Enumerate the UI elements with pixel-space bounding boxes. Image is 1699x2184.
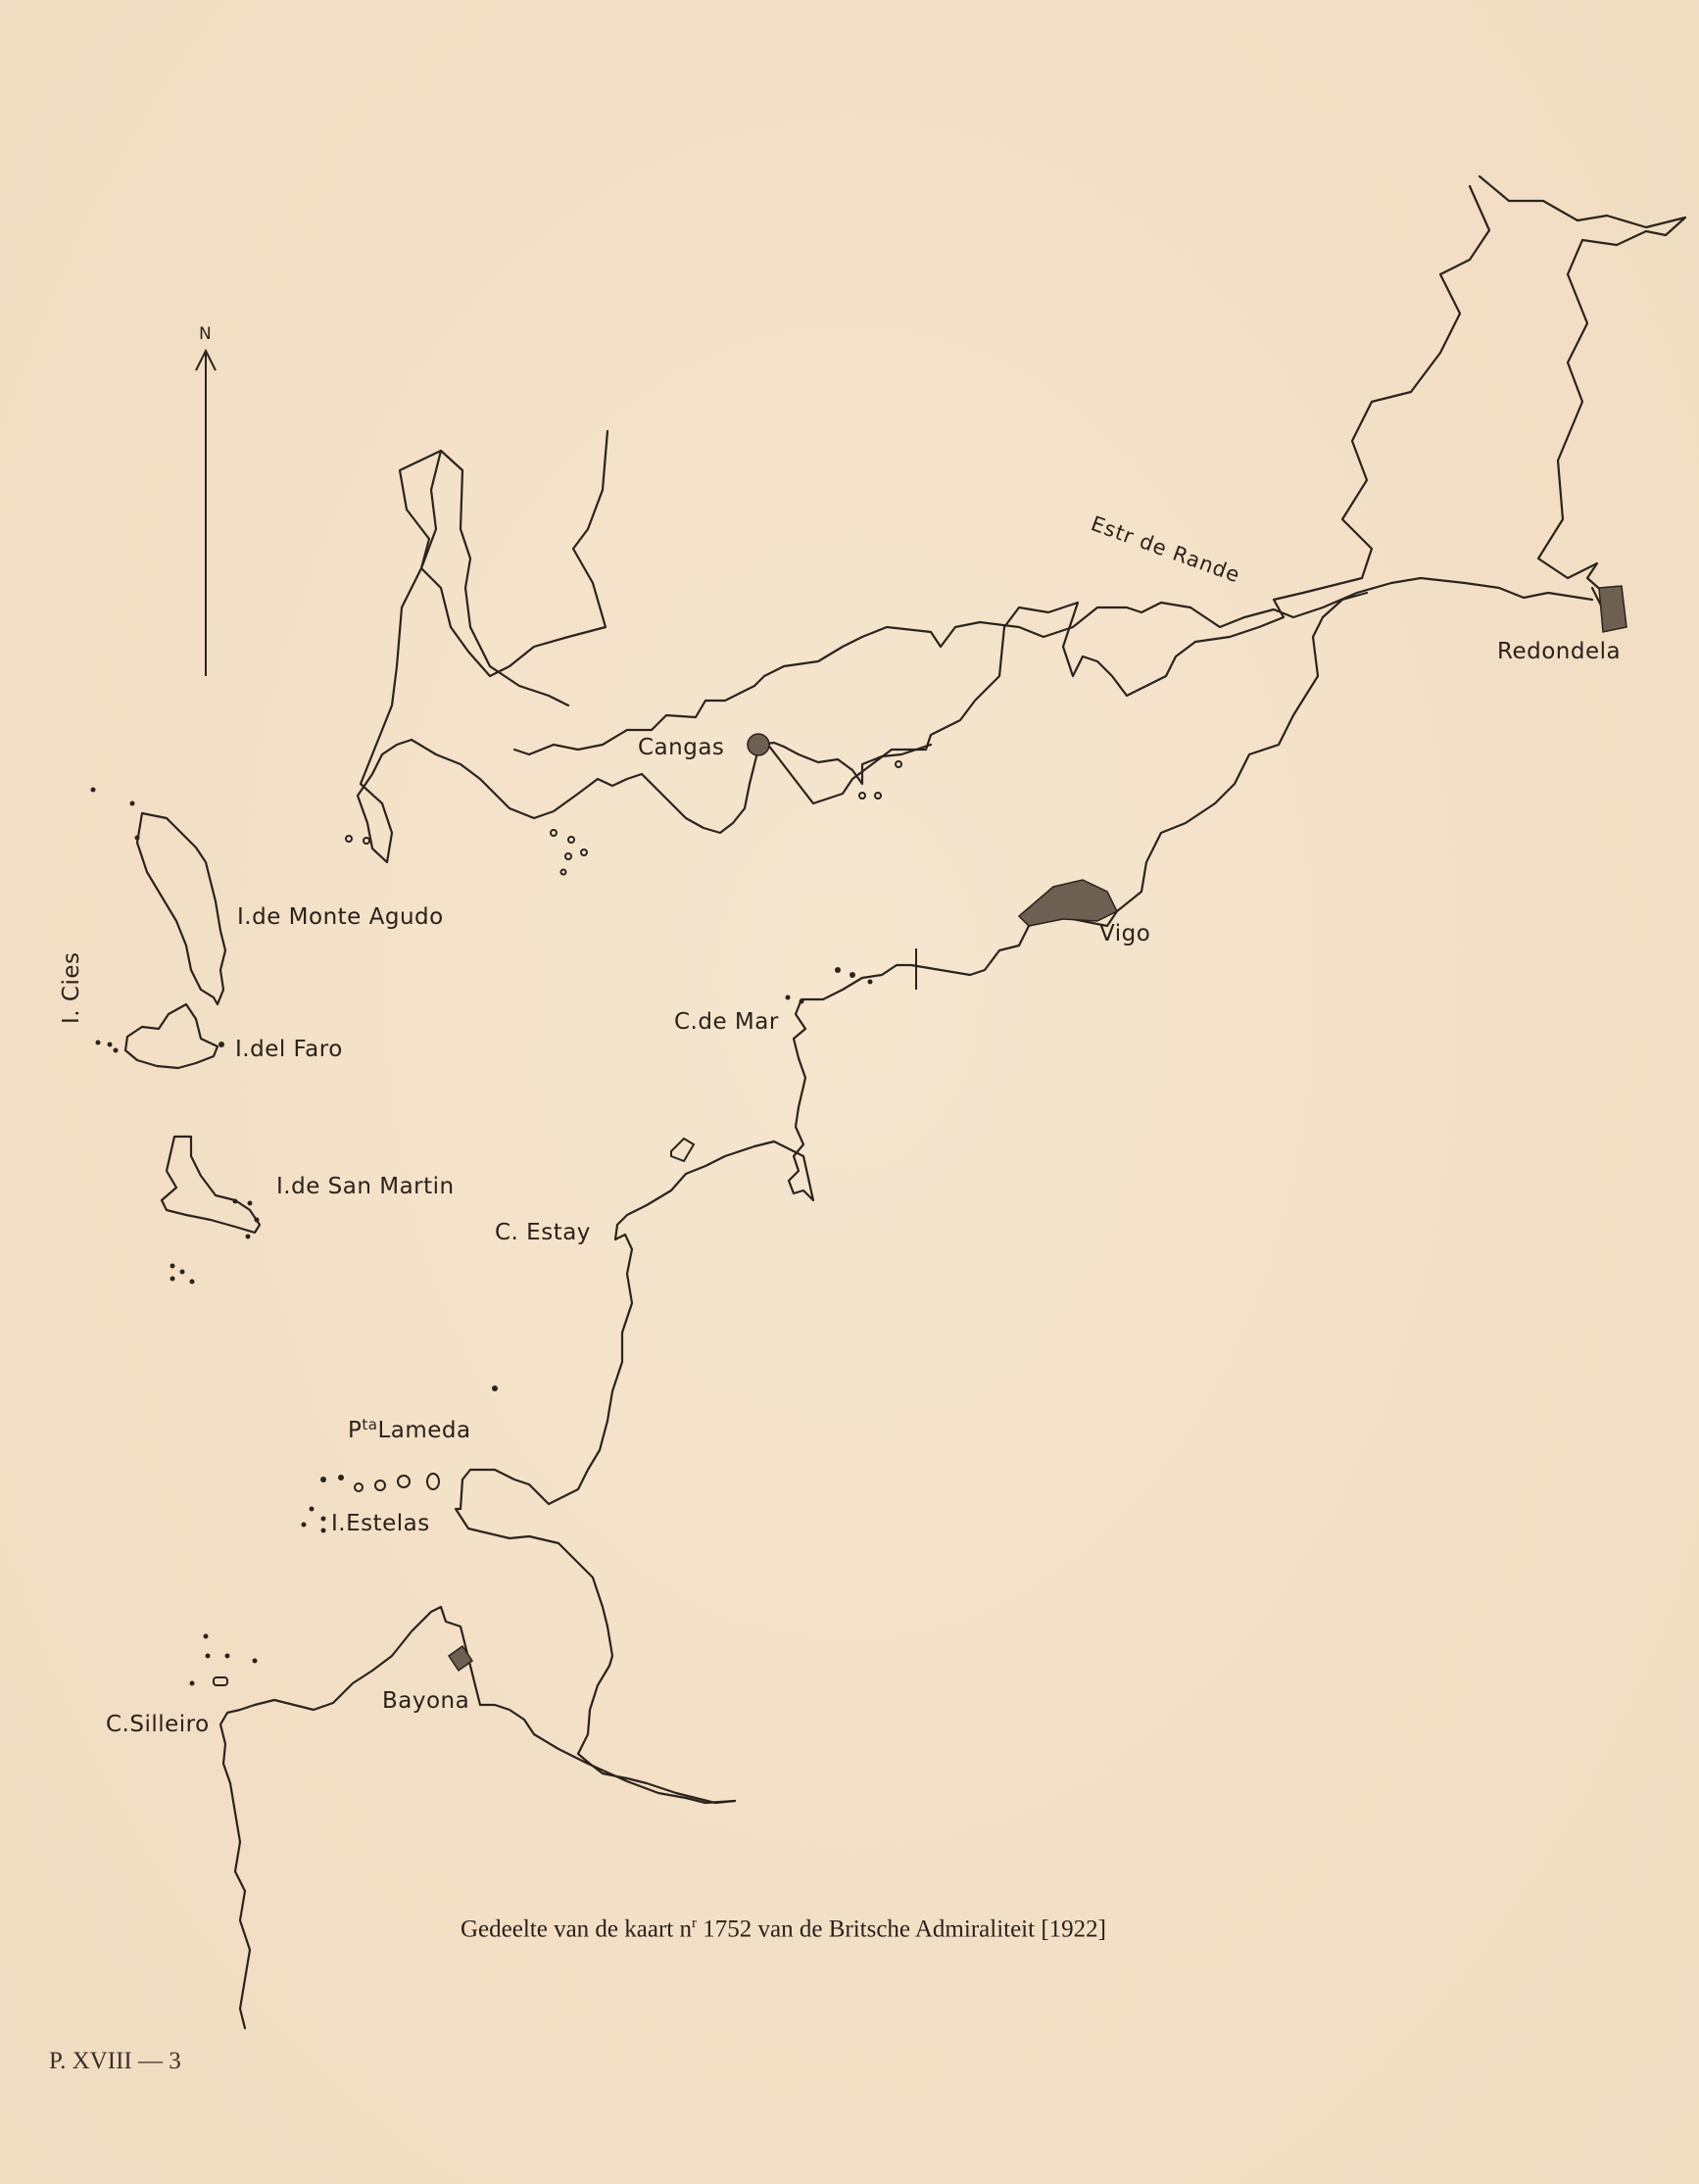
label-del-faro: I.del Faro [235, 1037, 343, 1062]
label-san-martin: I.de San Martin [276, 1174, 455, 1199]
label-vigo: Vigo [1099, 921, 1151, 946]
island-del-faro [125, 1004, 218, 1068]
north-arrow [196, 324, 216, 676]
cangas-islets [346, 761, 901, 875]
north-label: N [199, 324, 212, 344]
label-monte-agudo: I.de Monte Agudo [237, 904, 444, 930]
label-cangas: Cangas [638, 735, 725, 760]
islet-c-de-mar [671, 1139, 694, 1161]
bayona-coast [220, 1607, 735, 2028]
upper-ria-coast-north [764, 186, 1489, 803]
label-i-cies: I. Cies [59, 951, 84, 1024]
cangas-peninsula-coast [358, 451, 931, 862]
label-estr-de-rande: Estr de Rande [1088, 511, 1244, 588]
map-caption: Gedeelte van de kaart $n^r$ 1752 van de Britsche Admiraliteit [1922] [461, 1916, 1106, 1943]
plate-number: P. XVIII — 3 [49, 2048, 181, 2074]
silleiro-islets [190, 1634, 258, 1686]
south-coast-coast [456, 1058, 813, 1803]
island-san-martin [162, 1137, 260, 1233]
island-monte-agudo [137, 813, 225, 1004]
label-pta-lameda: $P^{ta}Lameda$ [348, 1416, 471, 1443]
south-ria-coast-upper [514, 578, 1592, 754]
label-bayona: Bayona [382, 1688, 470, 1714]
vigo-town-marker [1019, 880, 1117, 926]
label-c-de-mar: C.de Mar [674, 1009, 779, 1035]
label-redondela: Redondela [1497, 639, 1622, 664]
cangas-town-marker [748, 734, 769, 755]
label-c-estay: C. Estay [495, 1220, 591, 1245]
north-shore-coast [400, 431, 607, 705]
redondela-town-marker [1599, 586, 1626, 632]
bayona-town-marker [449, 1646, 472, 1671]
label-i-estelas: I.Estelas [331, 1511, 430, 1536]
upper-ria-coast-east [1480, 176, 1685, 617]
label-c-silleiro: C.Silleiro [106, 1712, 210, 1737]
cies-islets [91, 788, 260, 1285]
